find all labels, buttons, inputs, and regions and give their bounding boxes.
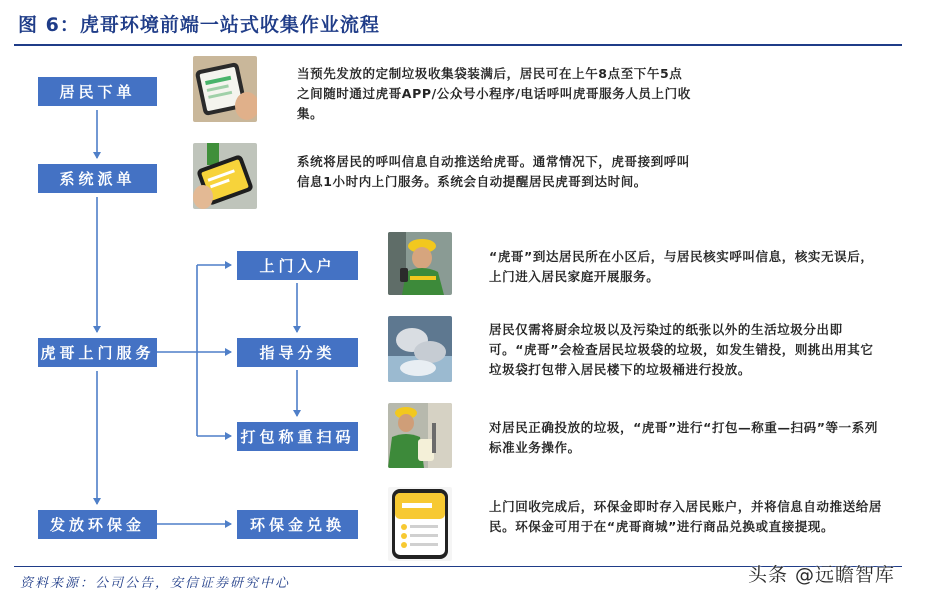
desc-redeem-eco-credit: 上门回收完成后，环保金即时存入居民账户，并将信息自动推送给居民。环保金可用于在“虎哥商城”进行商品兑换或直接提现。 (489, 499, 883, 534)
step-enter-home: 上门入户 (237, 251, 358, 280)
step-guide-sorting: 指导分类 (237, 338, 358, 367)
desc-enter-home: “虎哥”到达居民所在小区后，与居民核实呼叫信息，核实无误后，上门进入居民家庭开展服务。 (489, 249, 874, 284)
photo-gloved-hands-sorting (388, 316, 452, 382)
photo-worker-packing (388, 403, 452, 468)
step-pack-weigh-scan: 打包称重扫码 (237, 422, 358, 451)
photo-phone-app-order (193, 56, 257, 122)
figure-title: 图 6：虎哥环境前端一站式收集作业流程 (18, 14, 380, 36)
desc-resident-order: 当预先发放的定制垃圾收集袋装满后，居民可在上午8点至下午5点之间随时通过虎哥APP/公众号小程序/电话呼叫虎哥服务人员上门收集。 (297, 66, 691, 121)
step-home-service: 虎哥上门服务 (38, 338, 157, 367)
watermark: 头条 @远瞻智库 (748, 564, 896, 586)
photo-phone-dispatch (193, 143, 257, 209)
photo-app-eco-credit-screen (388, 487, 452, 561)
photo-worker-at-door (388, 232, 452, 295)
step-resident-order: 居民下单 (38, 77, 157, 106)
desc-system-dispatch: 系统将居民的呼叫信息自动推送给虎哥。通常情况下，虎哥接到呼叫信息1小时内上门服务。系统会自动提醒居民虎哥到达时间。 (297, 154, 691, 189)
desc-guide-sorting: 居民仅需将厨余垃圾以及污染过的纸张以外的生活垃圾分出即可。“虎哥”会检查居民垃圾袋的垃圾，如发生错投，则挑出用其它垃圾袋打包带入居民楼下的垃圾桶进行投放。 (489, 322, 874, 377)
step-system-dispatch: 系统派单 (38, 164, 157, 193)
step-release-eco-credit: 发放环保金 (38, 510, 157, 539)
step-redeem-eco-credit: 环保金兑换 (237, 510, 358, 539)
desc-pack-weigh-scan: 对居民正确投放的垃圾，“虎哥”进行“打包—称重—扫码”等一系列标准业务操作。 (489, 420, 878, 455)
source-note: 资料来源：公司公告，安信证券研究中心 (20, 576, 291, 591)
